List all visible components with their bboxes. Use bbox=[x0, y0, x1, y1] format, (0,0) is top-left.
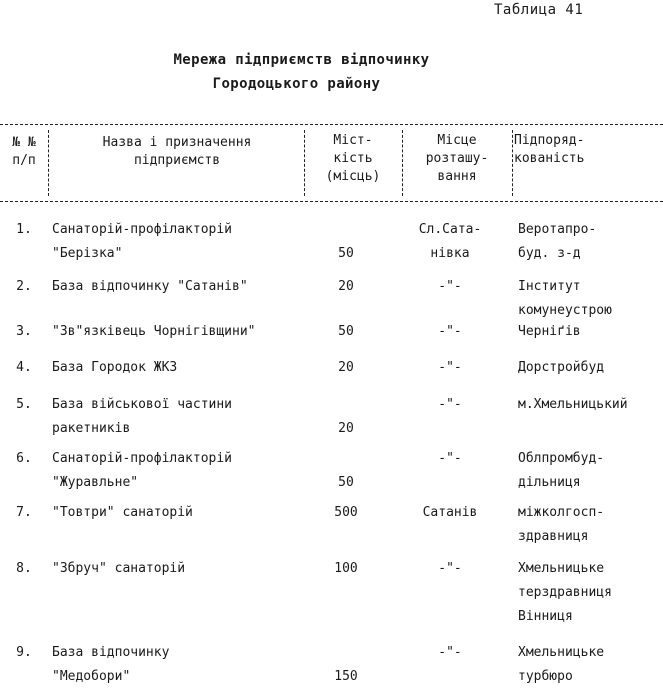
facility-name: Санаторій-профілакторій bbox=[52, 222, 233, 237]
location-value: -"- bbox=[438, 561, 462, 576]
column-separator bbox=[304, 130, 305, 196]
owner-value: Дорстройбуд bbox=[518, 360, 605, 375]
header-name: Назва і призначення підприємств bbox=[102, 135, 252, 168]
facility-name: "Зв"язківець Чорнігівщини" bbox=[52, 324, 256, 339]
facility-name: База відпочинку bbox=[52, 645, 170, 660]
owner-value: дільниця bbox=[518, 475, 581, 490]
location-value: -"- bbox=[438, 397, 462, 412]
facility-name: "Збруч" санаторій bbox=[52, 561, 186, 576]
capacity-value: 20 bbox=[338, 360, 354, 375]
owner-value: Вінниця bbox=[518, 609, 573, 624]
location-value: -"- bbox=[438, 360, 462, 375]
header-location: Місце розташу- вання bbox=[425, 133, 489, 184]
owner-value: Черніґів bbox=[518, 324, 581, 339]
capacity-value: 50 bbox=[338, 246, 354, 261]
capacity-value: 20 bbox=[338, 421, 354, 436]
capacity-value: 50 bbox=[338, 324, 354, 339]
location-value: -"- bbox=[438, 645, 462, 660]
column-separator bbox=[512, 130, 513, 196]
document-title: Мережа підприємств відпочинку bbox=[173, 52, 430, 68]
facility-name: "Журавльне" bbox=[52, 475, 139, 490]
capacity-value: 500 bbox=[334, 505, 358, 520]
table-top-rule bbox=[0, 124, 663, 125]
location-value: -"- bbox=[438, 279, 462, 294]
facility-name: ракетників bbox=[52, 421, 131, 436]
capacity-value: 20 bbox=[338, 279, 354, 294]
owner-value: Хмельницьке bbox=[518, 561, 605, 576]
row-number: 7. bbox=[16, 505, 32, 520]
capacity-value: 50 bbox=[338, 475, 354, 490]
row-number: 1. bbox=[16, 222, 32, 237]
location-value: нівка bbox=[430, 246, 470, 261]
row-number: 6. bbox=[16, 451, 32, 466]
owner-value: Інститут bbox=[518, 279, 581, 294]
location-value: Сатанів bbox=[422, 505, 478, 520]
owner-value: турбюро bbox=[518, 669, 573, 684]
owner-value: м.Хмельницький bbox=[518, 397, 628, 412]
header-capacity: Міст- кість (місць) bbox=[325, 133, 381, 184]
capacity-value: 150 bbox=[334, 669, 358, 684]
row-number: 2. bbox=[16, 279, 32, 294]
row-number: 3. bbox=[16, 324, 32, 339]
owner-value: Облпромбуд- bbox=[518, 451, 605, 466]
facility-name: База військової частини bbox=[52, 397, 233, 412]
facility-name: База відпочинку "Сатанів" bbox=[52, 279, 248, 294]
owner-value: міжколгосп- bbox=[518, 505, 605, 520]
owner-value: здравниця bbox=[518, 529, 589, 544]
table-number: Таблица 41 bbox=[494, 2, 584, 18]
facility-name: "Берізка" bbox=[52, 246, 123, 261]
location-value: -"- bbox=[438, 451, 462, 466]
location-value: Сл.Сата- bbox=[418, 222, 482, 237]
owner-value: терздравниця bbox=[518, 585, 612, 600]
document-subtitle: Городоцького району bbox=[212, 76, 381, 92]
owner-value: комунеустрою bbox=[518, 303, 612, 318]
facility-name: "Товтри" санаторій bbox=[52, 505, 193, 520]
row-number: 9. bbox=[16, 645, 32, 660]
row-number: 4. bbox=[16, 360, 32, 375]
header-num: № № п/п bbox=[12, 135, 36, 168]
header-owner: Підпоряд- кованість bbox=[514, 133, 585, 166]
facility-name: "Медобори" bbox=[52, 669, 131, 684]
table-header-rule bbox=[0, 201, 663, 202]
facility-name: База Городок ЖКЗ bbox=[52, 360, 178, 375]
owner-value: Хмельницьке bbox=[518, 645, 605, 660]
row-number: 8. bbox=[16, 561, 32, 576]
location-value: -"- bbox=[438, 324, 462, 339]
capacity-value: 100 bbox=[334, 561, 358, 576]
owner-value: буд. з-д bbox=[518, 246, 581, 261]
column-separator bbox=[48, 130, 49, 196]
column-separator bbox=[402, 130, 403, 196]
row-number: 5. bbox=[16, 397, 32, 412]
owner-value: Веротапро- bbox=[518, 222, 597, 237]
facility-name: Санаторій-профілакторій bbox=[52, 451, 233, 466]
